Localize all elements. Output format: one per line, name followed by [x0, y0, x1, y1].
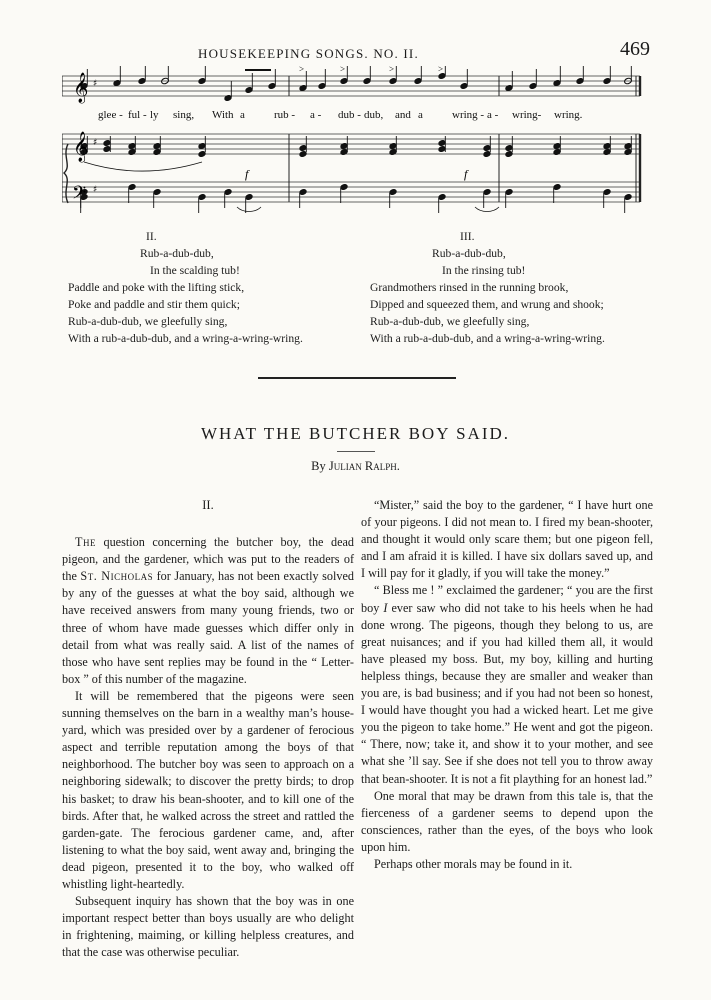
verse-line: With a rub-a-dub-dub, and a wring-a-wring-wring. [68, 332, 303, 345]
verse-line: Rub-a-dub-dub, [140, 247, 214, 260]
page-number: 469 [620, 38, 650, 60]
verse-line: Rub-a-dub-dub, we gleefully sing, [370, 315, 530, 328]
accent-mark: > [340, 66, 346, 74]
lyric-syllable: and [395, 109, 411, 121]
paragraph [361, 582, 653, 787]
treble-clef-icon: 𝄞 [73, 73, 89, 103]
byline-prefix: By [311, 459, 326, 473]
paragraph: Perhaps other morals may be found in it. [374, 856, 573, 871]
article-title: WHAT THE BUTCHER BOY SAID. [200, 424, 511, 443]
lyric-syllable: sing, [173, 109, 195, 121]
lyric-syllable: ly [150, 109, 159, 121]
lyric-syllable: wring- [512, 109, 542, 121]
sharp-icon: ♯ [93, 185, 98, 195]
music-notes [80, 66, 633, 213]
verse-number: III. [460, 230, 475, 243]
bass-clef-icon: 𝄢 [72, 183, 87, 208]
title-rule [337, 451, 375, 452]
lyric-syllable: a [418, 109, 423, 121]
lyric-syllable: a - [487, 109, 499, 121]
accent-mark: > [389, 66, 395, 74]
verse-line: Paddle and poke with the lifting stick, [68, 281, 245, 294]
paragraph: It will be remembered that the pigeons were seen sunning themselves on the barn in a wealthy man’s house-yard, which was presided over by a gardener of ferocious aspect and terrible reputation among the boys of that neighborhood. The butcher boy was seen to approach on a neighboring sidewalk; to discover the pretty birds; to drop his basket; to draw his bean-shooter, and to kill one of the birds. After that, he walked across the street and rattled the garden-gate. The ferocious gardener came, and, after listening to what the boy said, went away and, bringing the dead pigeon, presented it to the boy, who walked off whistling light-heartedly. [62, 688, 354, 891]
music-lyrics [98, 109, 583, 121]
lead-word: The [75, 535, 96, 550]
sheet-music [62, 66, 652, 221]
music-brace [64, 144, 68, 203]
accent-mark: > [299, 66, 305, 74]
text-column-left [62, 497, 354, 961]
paragraph-text: question concerning the butcher boy, the dead pigeon, and the gardener, which was put to the readers of the [62, 535, 354, 584]
music-staves [62, 76, 640, 202]
verse-line: Rub-a-dub-dub, [432, 247, 506, 260]
paragraph: One moral that may be drawn from this tale is, that the fierceness of a gardener seems to depend upon the consciences, rather than the eyes, of the boys who look upon him. [361, 788, 653, 854]
sharp-icon: ♯ [93, 138, 98, 148]
paragraph: Subsequent inquiry has shown that the boy was in one important respect better than boys usually are who delight in frightening, maiming, or killing helpless creatures, and that the case was otherwise peculiar. [62, 894, 354, 960]
paragraph-text: “ Bless me ! ” exclaimed the gardener; “ you are the first boy [361, 583, 653, 615]
verse-two [68, 228, 303, 347]
slur [84, 162, 202, 171]
lyric-syllable: glee - [98, 109, 123, 121]
treble-clef-icon: 𝄞 [73, 132, 89, 162]
verse-line: In the rinsing tub! [442, 264, 526, 277]
byline [0, 459, 711, 474]
lyric-syllable: a [240, 109, 245, 121]
emphasis: I [383, 600, 388, 615]
author-name: Julian Ralph. [328, 459, 400, 473]
verse-three [370, 228, 605, 347]
text-column-right [361, 497, 653, 873]
verse-number: II. [146, 230, 157, 243]
paragraph-text: ever saw who did not take to his heels when he had done wrong. The pigeons, though they belong to us, are great nuisances; and if you had killed them all, it would have pleased my boss. But, my boy, killing and hurting helpless things, because they are smaller and weaker than you are, is bad business; and if you had not been so honest, I would have thought you had a wicked heart. Let me give you the pigeon to take home.” He went and got the pigeon. “ There, now; take it, and show it to your mother, and see what she ’ll say. See if she does not tell you to throw away that bean-shooter. It is not a fit plaything for an honest lad.” [361, 600, 654, 786]
slur [237, 207, 261, 212]
dynamic-mark: f [245, 167, 249, 181]
lyric-syllable: ful - [128, 109, 147, 121]
lyric-syllable: With [212, 109, 234, 121]
paragraph [62, 534, 354, 688]
dynamic-mark: f [464, 167, 468, 181]
verse-line: Poke and paddle and stir them quick; [68, 298, 240, 311]
lyric-syllable: dub - [338, 109, 361, 121]
accent-mark: > [438, 66, 444, 74]
magazine-name: St. Nicholas [80, 569, 154, 584]
verse-line: With a rub-a-dub-dub, and a wring-a-wring-wring. [370, 332, 605, 345]
verse-line: In the scalding tub! [150, 264, 240, 277]
sharp-icon: ♯ [93, 79, 98, 89]
verse-line: Dipped and squeezed them, and wrung and shook; [370, 298, 604, 311]
slur [475, 207, 499, 212]
part-number: II. [202, 498, 214, 512]
lyric-syllable: dub, [364, 109, 384, 121]
paragraph: “Mister,” said the boy to the gardener, “ I have hurt one of your pigeons. I did not mean to. I fired my bean-shooter, and thought it would only scare them; but one pigeon fell, and I am afraid it is killed. I have six dollars saved up, and I will pay for it gladly, if you will take the money.” [361, 498, 653, 581]
lyric-syllable: rub - [274, 109, 296, 121]
lyric-syllable: wring - [452, 109, 485, 121]
verse-line: Rub-a-dub-dub, we gleefully sing, [68, 315, 228, 328]
running-head: HOUSEKEEPING SONGS. NO. II. [198, 46, 419, 61]
lyric-syllable: wring. [554, 109, 583, 121]
verse-line: Grandmothers rinsed in the running brook, [370, 281, 569, 294]
lyric-syllable: a - [310, 109, 322, 121]
paragraph-text: for January, has not been exactly solved by any of the guesses at what the boy said, although we have received answers from many young friends, two or three of whom have made guesses which differ only in detail from what was really said. A list of the names of those who have sent replies may be found in the “ Letter-box ” of this number of the magazine. [62, 569, 354, 686]
section-divider [258, 377, 456, 379]
